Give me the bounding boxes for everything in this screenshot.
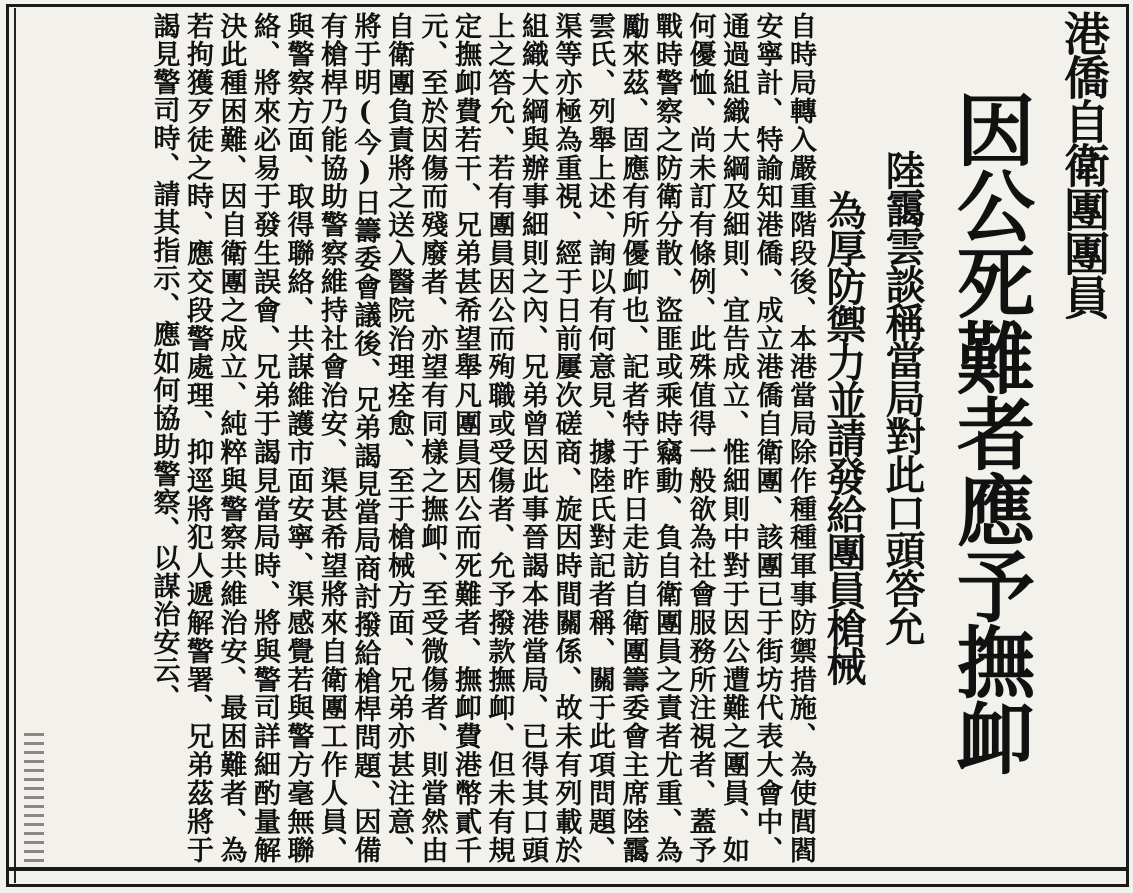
- column-rule: [14, 8, 16, 883]
- subheadline-2: 為厚防禦力並請發給團員槍械: [820, 190, 866, 684]
- kicker-headline: 港僑自衛團團員: [1057, 10, 1111, 318]
- subheadline-1: 陸靄雲談稱當局對此口頭答允: [879, 150, 925, 644]
- bottom-rule: [6, 867, 1129, 871]
- main-headline: 因公死難者應予撫卹: [944, 90, 1034, 774]
- handwritten-mark: [24, 733, 44, 863]
- article-body: 自時局轉入嚴重階段後、本港當局除作種種軍事防禦措施、為使閭閻安寧計、特諭知港僑、成立港僑自衛團、該團已于街坊代表大會中、通過組織大綱及細則、宜告成立、惟細則中對于因公遭難之團員、如何優恤、尚未訂有條例、此殊值得一般欲為社會服務所注視者、蓋予戰時警察之防衛分散、盜匪或乘時竊動、負自衛團員之責者尤重、為勵來茲、固應有所優卹也、記者特于昨日走訪自衛團籌委會主席陸靄雲氏、列舉上述、詢以有何意見、據陸氏對記者稱、關于此項問題、渠等亦極為重視、經于日前屢次磋商、旋因時間關係、故未有列載於組織大綱與辦事細則之內、兄弟曾因此事晉謁本港當局、已得其口頭上之答允、若有團員因公而殉職或受傷者、允予撥款撫卹、但未有規定撫卹費若干、兄弟甚希望舉凡團員因公而死難者、撫卹費港幣貳千元、至於因傷而殘廢者、亦望有同樣之撫卹、至受微傷者、則當然由自衛團負責將之送入醫院治理痊愈、至于槍械方面、兄弟亦甚注意、將于明(今)日籌委會議後、兄弟謁見當局商討撥給槍桿問題、因備有槍桿乃能協助警察維持社會治安、渠甚希望將來自衛團工作人員、與警察方面、取得聯絡、共謀維護市面安寧、渠感覺若與警方毫無聯絡、將來必易于發生誤會、兄弟于謁見當局時、將與警司詳細酌量解決此種困難、因自衛團之成立、純粹與警察共維治安、最困難者、為若拘獲歹徒之時、應交段警處理、抑逕將犯人遞解警署、兄弟茲將于謁見警司時、請其指示、應如何協助警察、以謀治安云、: [148, 12, 816, 864]
- headline-block: [820, 10, 1123, 810]
